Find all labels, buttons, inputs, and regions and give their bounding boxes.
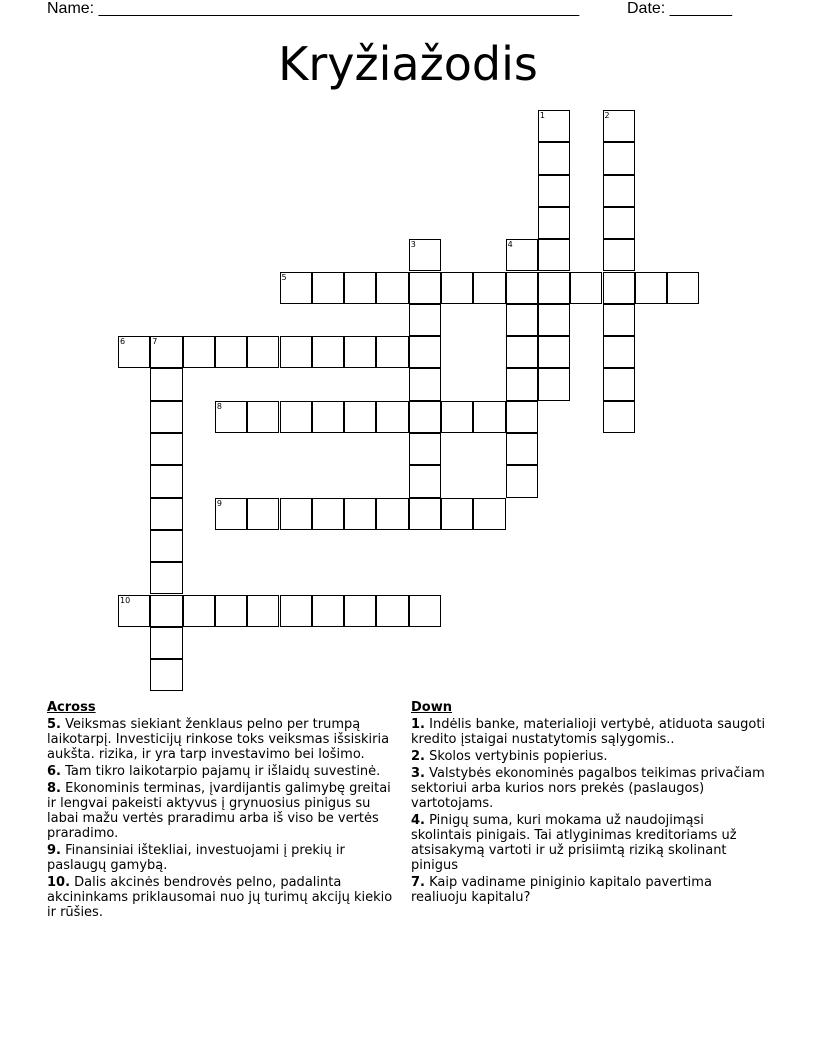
clue-number: 6. (47, 764, 61, 779)
name-field-label: Name: ______________________________________________________ (47, 0, 580, 17)
crossword-cell[interactable] (409, 239, 441, 271)
crossword-cell[interactable] (312, 595, 344, 627)
crossword-cell[interactable] (150, 595, 182, 627)
clue-text: Valstybės ekonominės pagalbos teikimas privačiam sektoriui arba kurios nors prekės (paslaugos) vartotojams. (411, 766, 765, 811)
crossword-cell[interactable] (150, 562, 182, 594)
crossword-cell[interactable] (215, 336, 247, 368)
crossword-cell[interactable] (603, 207, 635, 239)
crossword-cell[interactable] (150, 336, 182, 368)
cell-number: 10 (120, 595, 131, 605)
down-clue-1 (411, 717, 766, 747)
across-clue-5 (47, 717, 402, 762)
clue-number: 2. (411, 749, 425, 764)
crossword-cell[interactable] (344, 595, 376, 627)
clue-number: 3. (411, 766, 425, 781)
cell-number: 1 (539, 111, 545, 120)
crossword-cell[interactable] (376, 401, 408, 433)
crossword-cell[interactable] (603, 175, 635, 207)
crossword-cell[interactable] (150, 433, 182, 465)
crossword-cell[interactable] (506, 401, 538, 433)
crossword-cell[interactable] (603, 304, 635, 336)
crossword-cell[interactable] (247, 336, 279, 368)
cell-number: 6 (120, 337, 126, 347)
across-clue-8 (47, 781, 402, 841)
crossword-cell[interactable] (441, 498, 473, 530)
clue-number: 8. (47, 781, 61, 796)
clue-text: Veiksmas siekiant ženklaus pelno per trumpą laikotarpį. Investicijų rinkose toks veiksmas išsiskiria aukšta. rizika, ir yra tarp investavimo bei lošimo. (47, 717, 390, 762)
crossword-cell[interactable] (603, 401, 635, 433)
crossword-cell[interactable] (247, 595, 279, 627)
crossword-cell[interactable] (409, 272, 441, 304)
crossword-cell[interactable] (409, 401, 441, 433)
page-title: Kryžiažodis (278, 37, 538, 91)
crossword-cell[interactable] (280, 498, 312, 530)
cell-number: 2 (604, 111, 610, 120)
clue-text: Kaip vadiname piniginio kapitalo pavertima realiuoju kapitalu? (411, 875, 712, 905)
crossword-cell[interactable] (506, 433, 538, 465)
crossword-cell[interactable] (280, 595, 312, 627)
crossword-cell[interactable] (409, 465, 441, 497)
crossword-cell[interactable] (376, 595, 408, 627)
crossword-cell[interactable] (344, 498, 376, 530)
crossword-cell[interactable] (150, 498, 182, 530)
crossword-cell[interactable] (635, 272, 667, 304)
cell-number: 7 (152, 337, 158, 347)
crossword-cell[interactable] (150, 401, 182, 433)
crossword-cell[interactable] (409, 595, 441, 627)
crossword-cell[interactable] (344, 336, 376, 368)
crossword-cell[interactable] (376, 498, 408, 530)
crossword-cell[interactable] (538, 110, 570, 142)
crossword-cell[interactable] (150, 659, 182, 691)
crossword-cell[interactable] (538, 272, 570, 304)
clue-number: 10. (47, 875, 71, 890)
down-clue-2 (411, 749, 766, 764)
clue-text: Dalis akcinės bendrovės pelno, padalinta akcininkams priklausomai nuo jų turimų akcijų kiekio ir rūšies. (47, 875, 393, 920)
crossword-cell[interactable] (280, 336, 312, 368)
crossword-cell[interactable] (538, 239, 570, 271)
across-clue-10 (47, 875, 402, 920)
across-clues (47, 700, 402, 922)
clue-text: Skolos vertybinis popierius. (429, 749, 608, 764)
crossword-cell[interactable] (280, 401, 312, 433)
crossword-cell[interactable] (667, 272, 699, 304)
down-clue-3 (411, 766, 766, 811)
clue-text: Indėlis banke, materialioji vertybė, atiduota saugoti kredito įstaigai nustatytomis sąlygomis.. (411, 717, 766, 747)
crossword-cell[interactable] (538, 368, 570, 400)
crossword-cell[interactable] (603, 142, 635, 174)
clue-number: 4. (411, 813, 425, 828)
crossword-cell[interactable] (506, 465, 538, 497)
crossword-cell[interactable] (215, 401, 247, 433)
clue-text: Tam tikro laikotarpio pajamų ir išlaidų suvestinė. (65, 764, 381, 779)
crossword-cell[interactable] (538, 336, 570, 368)
crossword-cell[interactable] (409, 336, 441, 368)
crossword-cell[interactable] (506, 336, 538, 368)
crossword-cell[interactable] (215, 498, 247, 530)
crossword-cell[interactable] (376, 336, 408, 368)
clue-text: Finansiniai ištekliai, investuojami į prekių ir paslaugų gamybą. (47, 843, 345, 873)
crossword-cell[interactable] (409, 368, 441, 400)
crossword-cell[interactable] (603, 336, 635, 368)
crossword-cell[interactable] (344, 401, 376, 433)
crossword-cell[interactable] (247, 401, 279, 433)
down-clues (411, 700, 766, 907)
date-field-label: Date: _______ (627, 0, 732, 17)
crossword-cell[interactable] (150, 627, 182, 659)
clue-number: 1. (411, 717, 425, 732)
crossword-cell[interactable] (473, 401, 505, 433)
down-clue-7 (411, 875, 766, 905)
across-heading: Across (47, 700, 96, 715)
cell-number: 5 (281, 272, 287, 282)
crossword-cell[interactable] (603, 272, 635, 304)
crossword-cell[interactable] (473, 498, 505, 530)
crossword-cell[interactable] (506, 239, 538, 271)
crossword-cell[interactable] (312, 498, 344, 530)
crossword-cell[interactable] (247, 498, 279, 530)
down-heading: Down (411, 700, 452, 715)
crossword-cell[interactable] (441, 272, 473, 304)
across-clue-9 (47, 843, 402, 873)
crossword-cell[interactable] (538, 304, 570, 336)
crossword-cell[interactable] (603, 368, 635, 400)
cell-number: 4 (507, 240, 513, 250)
crossword-cell[interactable] (150, 465, 182, 497)
crossword-cell[interactable] (506, 272, 538, 304)
cell-number: 8 (216, 401, 222, 411)
down-clue-4 (411, 813, 766, 873)
crossword-cell[interactable] (312, 336, 344, 368)
clue-number: 7. (411, 875, 425, 890)
crossword-cell[interactable] (215, 595, 247, 627)
crossword-cell[interactable] (376, 272, 408, 304)
crossword-cell[interactable] (441, 401, 473, 433)
crossword-cell[interactable] (150, 368, 182, 400)
crossword-cell[interactable] (409, 304, 441, 336)
clue-number: 5. (47, 717, 61, 732)
crossword-cell[interactable] (473, 272, 505, 304)
crossword-cell[interactable] (280, 272, 312, 304)
crossword-cell[interactable] (538, 207, 570, 239)
crossword-cell[interactable] (603, 110, 635, 142)
crossword-cell[interactable] (603, 239, 635, 271)
clue-text: Pinigų suma, kuri mokama už naudojimąsi skolintais pinigais. Tai atlyginimas kreditoriams už atsisakymą vartoti ir už prisiimtą riziką skolinant pinigus (411, 813, 737, 873)
clue-number: 9. (47, 843, 61, 858)
crossword-cell[interactable] (312, 401, 344, 433)
crossword-cell[interactable] (150, 530, 182, 562)
crossword-cell[interactable] (506, 304, 538, 336)
crossword-cell[interactable] (409, 498, 441, 530)
crossword-cell[interactable] (538, 175, 570, 207)
crossword-cell[interactable] (118, 336, 150, 368)
across-clue-6 (47, 764, 402, 779)
crossword-cell[interactable] (312, 272, 344, 304)
crossword-cell[interactable] (538, 142, 570, 174)
crossword-cell[interactable] (409, 433, 441, 465)
crossword-cell[interactable] (570, 272, 602, 304)
crossword-cell[interactable] (183, 595, 215, 627)
crossword-cell[interactable] (344, 272, 376, 304)
cell-number: 9 (216, 498, 222, 508)
crossword-cell[interactable] (183, 336, 215, 368)
clue-text: Ekonominis terminas, įvardijantis galimybę greitai ir lengvai pakeisti aktyvus į grynuosius pinigus su labai mažu vertės praradimu arba iš viso be vertės praradimo. (47, 781, 391, 841)
crossword-cell[interactable] (118, 595, 150, 627)
cell-number: 3 (410, 240, 416, 250)
crossword-cell[interactable] (506, 368, 538, 400)
